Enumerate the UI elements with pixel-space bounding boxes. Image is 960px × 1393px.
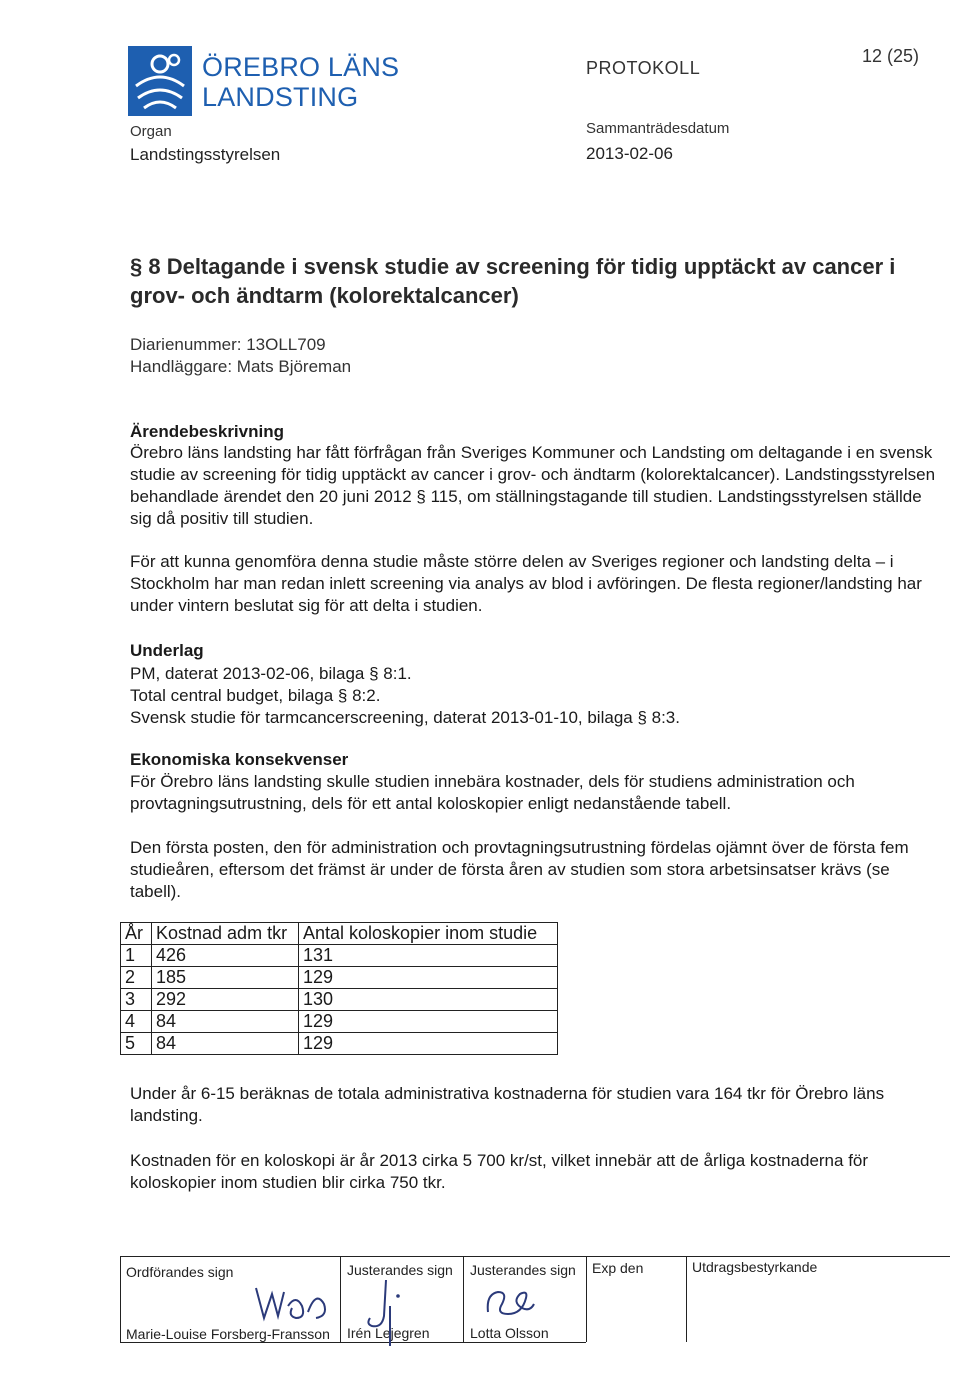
justerande1-name: Irén Lejegren [347, 1325, 430, 1341]
arendebeskrivning-paragraph-1: Örebro läns landsting har fått förfrågan från Sveriges Kommuner och Landsting om deltagande i en svensk studie av screening för tidig upptäckt av cancer i grov- och ändtarm (kolorektalcancer). Landstingsstyrelsen behandlade ärendet den 20 juni 2012 § 115, om ställningstagande till studien. Landstingsstyrelsen ställde sig då positiv till studien. [130, 443, 936, 528]
ekonomi-paragraph-3: Under år 6-15 beräknas de totala administrativa kostnaderna för studien vara 164 tkr för Örebro läns landsting. [130, 1084, 885, 1125]
table-row [121, 1033, 558, 1055]
ordforande-name: Marie-Louise Forsberg-Fransson [126, 1326, 330, 1342]
organ-label: Organ [130, 123, 172, 140]
date-label: Sammanträdesdatum [586, 120, 730, 137]
signature-justerande1 [362, 1276, 412, 1348]
page-number: 12 (25) [862, 46, 920, 66]
arendebeskrivning-paragraph-2: För att kunna genomföra denna studie måste större delen av Sveriges regioner och landsting delta – i Stockholm har man redan inlett screening via analys av blod i avföringen. De flesta regioner/landsting har under vintern beslutat sig för att delta i studien. [130, 552, 922, 615]
underlag-item: Total central budget, bilaga § 8:2. [130, 686, 381, 705]
cell-count: 129 [299, 1011, 558, 1033]
ekonomi-paragraph-4: Kostnaden för en koloskopi är år 2013 cirka 5 700 kr/st, vilket innebär att de årliga kostnaderna för koloskopier inom studien blir cirka 750 tkr. [130, 1151, 869, 1192]
justerande1-sign-label: Justerandes sign [347, 1262, 453, 1278]
signature-justerande2 [478, 1284, 538, 1324]
cell-year: 1 [121, 945, 152, 967]
ordforande-sign-label: Ordförandes sign [126, 1264, 234, 1280]
landsting-logo [128, 46, 192, 116]
cell-cost: 292 [152, 989, 299, 1011]
cost-table [120, 922, 558, 1055]
table-row [121, 945, 558, 967]
cell-count: 129 [299, 967, 558, 989]
exp-den-label: Exp den [592, 1260, 644, 1276]
table-row [121, 967, 558, 989]
organ-value: Landstingsstyrelsen [130, 145, 281, 164]
signature-divider [463, 1256, 464, 1342]
diarienummer: Diarienummer: 13OLL709 [130, 335, 326, 354]
cell-count: 129 [299, 1033, 558, 1055]
cell-year: 3 [121, 989, 152, 1011]
underlag-item: Svensk studie för tarmcancerscreening, daterat 2013-01-10, bilaga § 8:3. [130, 708, 680, 727]
justerande2-name: Lotta Olsson [470, 1325, 549, 1341]
justerande2-sign-label: Justerandes sign [470, 1262, 576, 1278]
signature-top-rule [120, 1256, 950, 1257]
ekonomi-heading: Ekonomiska konsekvenser [130, 750, 349, 769]
cell-cost: 185 [152, 967, 299, 989]
underlag-heading: Underlag [130, 641, 204, 660]
underlag-item: PM, daterat 2013-02-06, bilaga § 8:1. [130, 664, 412, 683]
logo-mark-icon [128, 46, 192, 116]
column-header-cost: Kostnad adm tkr [152, 923, 299, 945]
signature-bottom-rule [120, 1342, 586, 1343]
column-header-colonoscopies: Antal koloskopier inom studie [299, 923, 558, 945]
signature-divider [586, 1256, 587, 1342]
handlaggare: Handläggare: Mats Björeman [130, 357, 352, 376]
ekonomi-paragraph-2: Den första posten, den för administration och provtagningsutrustning fördelas ojämnt över de första fem studieåren, eftersom det främst är under de första åren av studien som stora arbetsinsatser krävs (se tabell). [130, 838, 909, 901]
paragraph-title: § 8 Deltagande i svensk studie av screening för tidig upptäckt av cancer i grov- och ändtarm (kolorektalcancer) [130, 254, 896, 308]
ekonomi-paragraph-1: För Örebro läns landsting skulle studien innebära kostnader, dels för studiens administration och provtagningsutrustning, dels för ett antal koloskopier enligt nedanstående tabell. [130, 772, 855, 813]
document-type: PROTOKOLL [586, 58, 701, 78]
table-header-row [121, 923, 558, 945]
table-row [121, 1011, 558, 1033]
cell-cost: 426 [152, 945, 299, 967]
signature-divider [686, 1256, 687, 1342]
org-name-line2: LANDSTING [202, 82, 359, 112]
utdragsbestyrkande-label: Utdragsbestyrkande [692, 1259, 818, 1275]
cell-year: 2 [121, 967, 152, 989]
date-value: 2013-02-06 [586, 144, 673, 163]
arendebeskrivning-heading: Ärendebeskrivning [130, 422, 284, 441]
org-name-line1: ÖREBRO LÄNS [202, 52, 400, 82]
cell-count: 131 [299, 945, 558, 967]
cell-cost: 84 [152, 1011, 299, 1033]
table-row [121, 989, 558, 1011]
column-header-year: År [121, 923, 152, 945]
signature-ordforande [252, 1284, 332, 1328]
cell-count: 130 [299, 989, 558, 1011]
cell-year: 4 [121, 1011, 152, 1033]
signature-divider [340, 1256, 341, 1342]
cell-cost: 84 [152, 1033, 299, 1055]
cell-year: 5 [121, 1033, 152, 1055]
signature-divider [120, 1256, 121, 1342]
